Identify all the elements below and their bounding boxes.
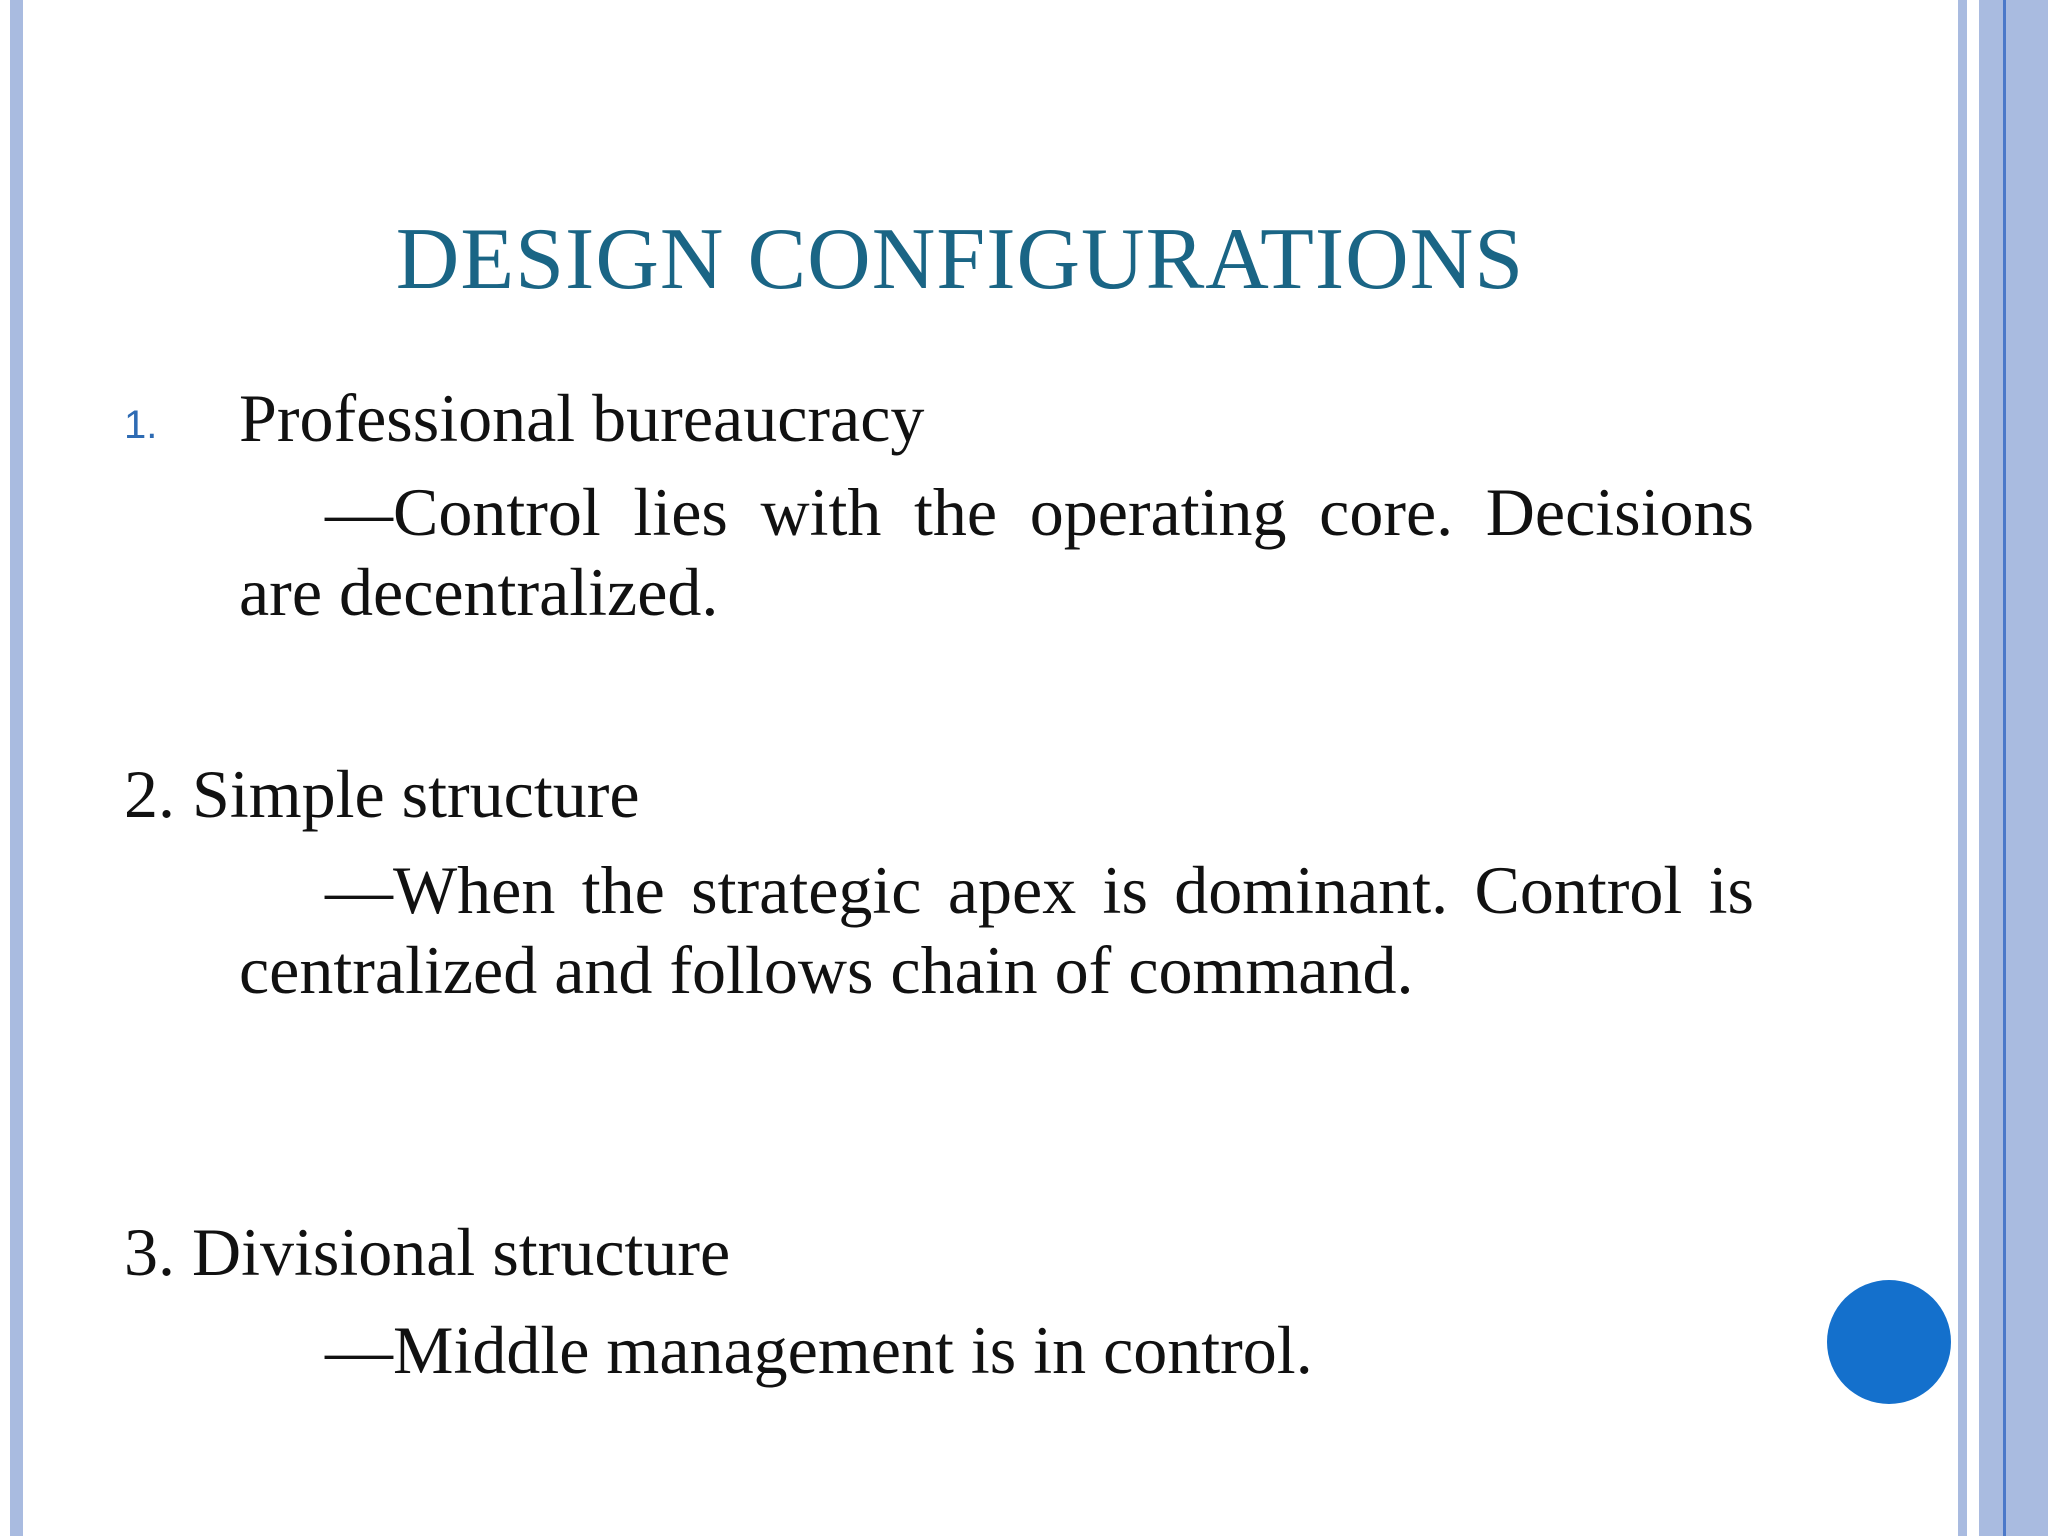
slide-title: DESIGN CONFIGURATIONS (395, 211, 1525, 308)
right-border-stripe (1979, 0, 2003, 1536)
item-heading-professional-bureaucracy: Professional bureaucracy (239, 380, 925, 456)
item-heading-simple-structure: 2. Simple structure (124, 756, 640, 832)
right-border-stripe (2006, 0, 2048, 1536)
item-description-simple-structure (239, 850, 1754, 1010)
item-description-divisional-structure: —Middle management is in control. (325, 1312, 1313, 1388)
description-text: —When the strategic apex is dominant. Control is centralized and follows chain of command. (239, 852, 1754, 1008)
blue-circle-icon (1827, 1280, 1951, 1404)
item-heading-divisional-structure: 3. Divisional structure (124, 1214, 731, 1290)
description-text: —Control lies with the operating core. Decisions are decentralized. (239, 474, 1754, 630)
list-number: 1. (124, 403, 158, 447)
item-description-professional-bureaucracy (239, 472, 1754, 632)
right-border-gap (1967, 0, 1979, 1536)
right-border-stripe (1958, 0, 1967, 1536)
